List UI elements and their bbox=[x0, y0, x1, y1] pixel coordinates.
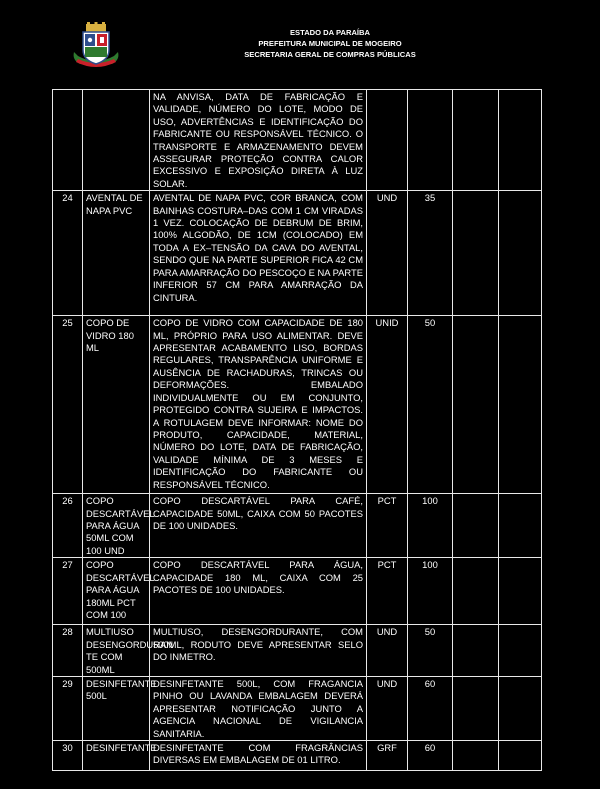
header-titles bbox=[230, 27, 430, 60]
item-quantity bbox=[408, 90, 453, 191]
item-name: MULTIUSO DESENGORDURAN TE COM 500ML bbox=[83, 625, 150, 677]
table-row bbox=[53, 558, 542, 625]
coat-of-arms-icon bbox=[70, 22, 122, 68]
empty-cell bbox=[499, 316, 542, 494]
item-unit: PCT bbox=[367, 558, 408, 625]
item-description: NA ANVISA, DATA DE FABRICAÇÃO E VALIDADE, NÚMERO DO LOTE, MODO DE USO, ADVERTÊNCIAS E IDENTIFICAÇÃO DO FABRICANTE OU RESPONSÁVEL TÉCNICO. O TRANSPORTE E ARMAZENAMENTO DEVEM ASSEGURAR PROTEÇÃO CONTRA CALOR EXCESSIVO E EXPOSIÇÃO DIRETA À LUZ SOLAR. bbox=[150, 90, 367, 191]
page-header bbox=[0, 0, 600, 90]
header-state: ESTADO DA PARAÍBA bbox=[289, 28, 370, 37]
empty-cell bbox=[499, 191, 542, 316]
item-name: DESINFETANTE bbox=[83, 740, 150, 770]
item-description: COPO DESCARTÁVEL PARA CAFÉ, CAPACIDADE 50ML, CAIXA COM 50 PACOTES DE 100 UNIDADES. bbox=[150, 494, 367, 558]
item-unit: UND bbox=[367, 676, 408, 740]
item-name: COPO DESCARTÁVEL PARA ÁGUA 50ML COM 100 UND bbox=[83, 494, 150, 558]
item-description: AVENTAL DE NAPA PVC, COR BRANCA, COM BAINHAS COSTURA–DAS COM 1 CM VIRADAS 1 VEZ. COLOCAÇÃO DE DEBRUM DE BRIM, 100% ALGODÃO, DE 1CM (COLOCADO) EM TODA A EX–TENSÃO DA CAVA DO AVENTAL, SENDO QUE NA PARTE SUPERIOR FICA 42 CM PARA AMARRAÇÃO DO PESCOÇO E NA PARTE INFERIOR 57 CM PARA AMARRAÇÃO DA CINTURA. bbox=[150, 191, 367, 316]
empty-cell bbox=[453, 191, 499, 316]
item-description: DESINFETANTE 500L, COM FRAGANCIA PINHO OU LAVANDA EMBALAGEM DEVERÁ APRESENTAR NOTIFICAÇÃO JUNTO A AGENCIA NACIONAL DE VIGILANCIA SANITARIA. bbox=[150, 676, 367, 740]
item-description: COPO DE VIDRO COM CAPACIDADE DE 180 ML, PRÓPRIO PARA USO ALIMENTAR. DEVE APRESENTAR ACABAMENTO LISO, BORDAS REGULARES, TRANSPARÊNCIA UNIFORME E AUSÊNCIA DE RACHADURAS, TRINCAS OU DEFORMAÇÕES. EMBALADO INDIVIDUALMENTE OU EM CONJUNTO, PROTEGIDO CONTRA SUJEIRA E IMPACTOS. A ROTULAGEM DEVE INFORMAR: NOME DO PRODUTO, CAPACIDADE, MATERIAL, NÚMERO DO LOTE, DATA DE FABRICAÇÃO, VALIDADE MÍNIMA DE 3 MESES E IDENTIFICAÇÃO DO FABRICANTE OU RESPONSÁVEL TÉCNICO. bbox=[150, 316, 367, 494]
empty-cell bbox=[499, 625, 542, 677]
empty-cell bbox=[499, 558, 542, 625]
empty-cell bbox=[499, 494, 542, 558]
table-row bbox=[53, 740, 542, 770]
table-row bbox=[53, 191, 542, 316]
item-number: 27 bbox=[53, 558, 83, 625]
item-number: 25 bbox=[53, 316, 83, 494]
item-quantity: 100 bbox=[408, 494, 453, 558]
empty-cell bbox=[499, 676, 542, 740]
empty-cell bbox=[453, 316, 499, 494]
item-quantity: 35 bbox=[408, 191, 453, 316]
item-quantity: 50 bbox=[408, 316, 453, 494]
table-row bbox=[53, 90, 542, 191]
header-secretariat: SECRETARIA GERAL DE COMPRAS PÚBLICAS bbox=[244, 50, 416, 59]
item-unit: UND bbox=[367, 191, 408, 316]
item-name: AVENTAL DE NAPA PVC bbox=[83, 191, 150, 316]
item-number: 30 bbox=[53, 740, 83, 770]
item-name bbox=[83, 90, 150, 191]
item-number: 28 bbox=[53, 625, 83, 677]
empty-cell bbox=[453, 740, 499, 770]
empty-cell bbox=[499, 90, 542, 191]
item-number: 29 bbox=[53, 676, 83, 740]
empty-cell bbox=[453, 558, 499, 625]
item-name: COPO DE VIDRO 180 ML bbox=[83, 316, 150, 494]
table-row bbox=[53, 625, 542, 677]
item-quantity: 100 bbox=[408, 558, 453, 625]
item-number: 24 bbox=[53, 191, 83, 316]
table-row bbox=[53, 676, 542, 740]
item-number: 26 bbox=[53, 494, 83, 558]
item-number bbox=[53, 90, 83, 191]
item-description: MULTIUSO, DESENGORDURANTE, COM 500ML, RODUTO DEVE APRESENTAR SELO DO INMETRO. bbox=[150, 625, 367, 677]
item-description: DESINFETANTE COM FRAGRÂNCIAS DIVERSAS EM EMBALAGEM DE 01 LITRO. bbox=[150, 740, 367, 770]
empty-cell bbox=[453, 90, 499, 191]
item-quantity: 60 bbox=[408, 676, 453, 740]
item-description: COPO DESCARTÁVEL PARA ÁGUA, CAPACIDADE 180 ML, CAIXA COM 25 PACOTES DE 100 UNIDADES. bbox=[150, 558, 367, 625]
item-unit: UND bbox=[367, 625, 408, 677]
item-unit: PCT bbox=[367, 494, 408, 558]
empty-cell bbox=[499, 740, 542, 770]
item-unit: GRF bbox=[367, 740, 408, 770]
item-name: COPO DESCARTÁVEL PARA ÁGUA 180ML PCT COM 100 bbox=[83, 558, 150, 625]
empty-cell bbox=[453, 676, 499, 740]
header-prefecture: PREFEITURA MUNICIPAL DE MOGEIRO bbox=[258, 39, 402, 48]
items-table bbox=[52, 89, 542, 771]
empty-cell bbox=[453, 494, 499, 558]
item-quantity: 60 bbox=[408, 740, 453, 770]
item-quantity: 50 bbox=[408, 625, 453, 677]
item-name: DESINFETANTE 500L bbox=[83, 676, 150, 740]
empty-cell bbox=[453, 625, 499, 677]
item-unit bbox=[367, 90, 408, 191]
table-row bbox=[53, 494, 542, 558]
item-unit: UNID bbox=[367, 316, 408, 494]
table-row bbox=[53, 316, 542, 494]
